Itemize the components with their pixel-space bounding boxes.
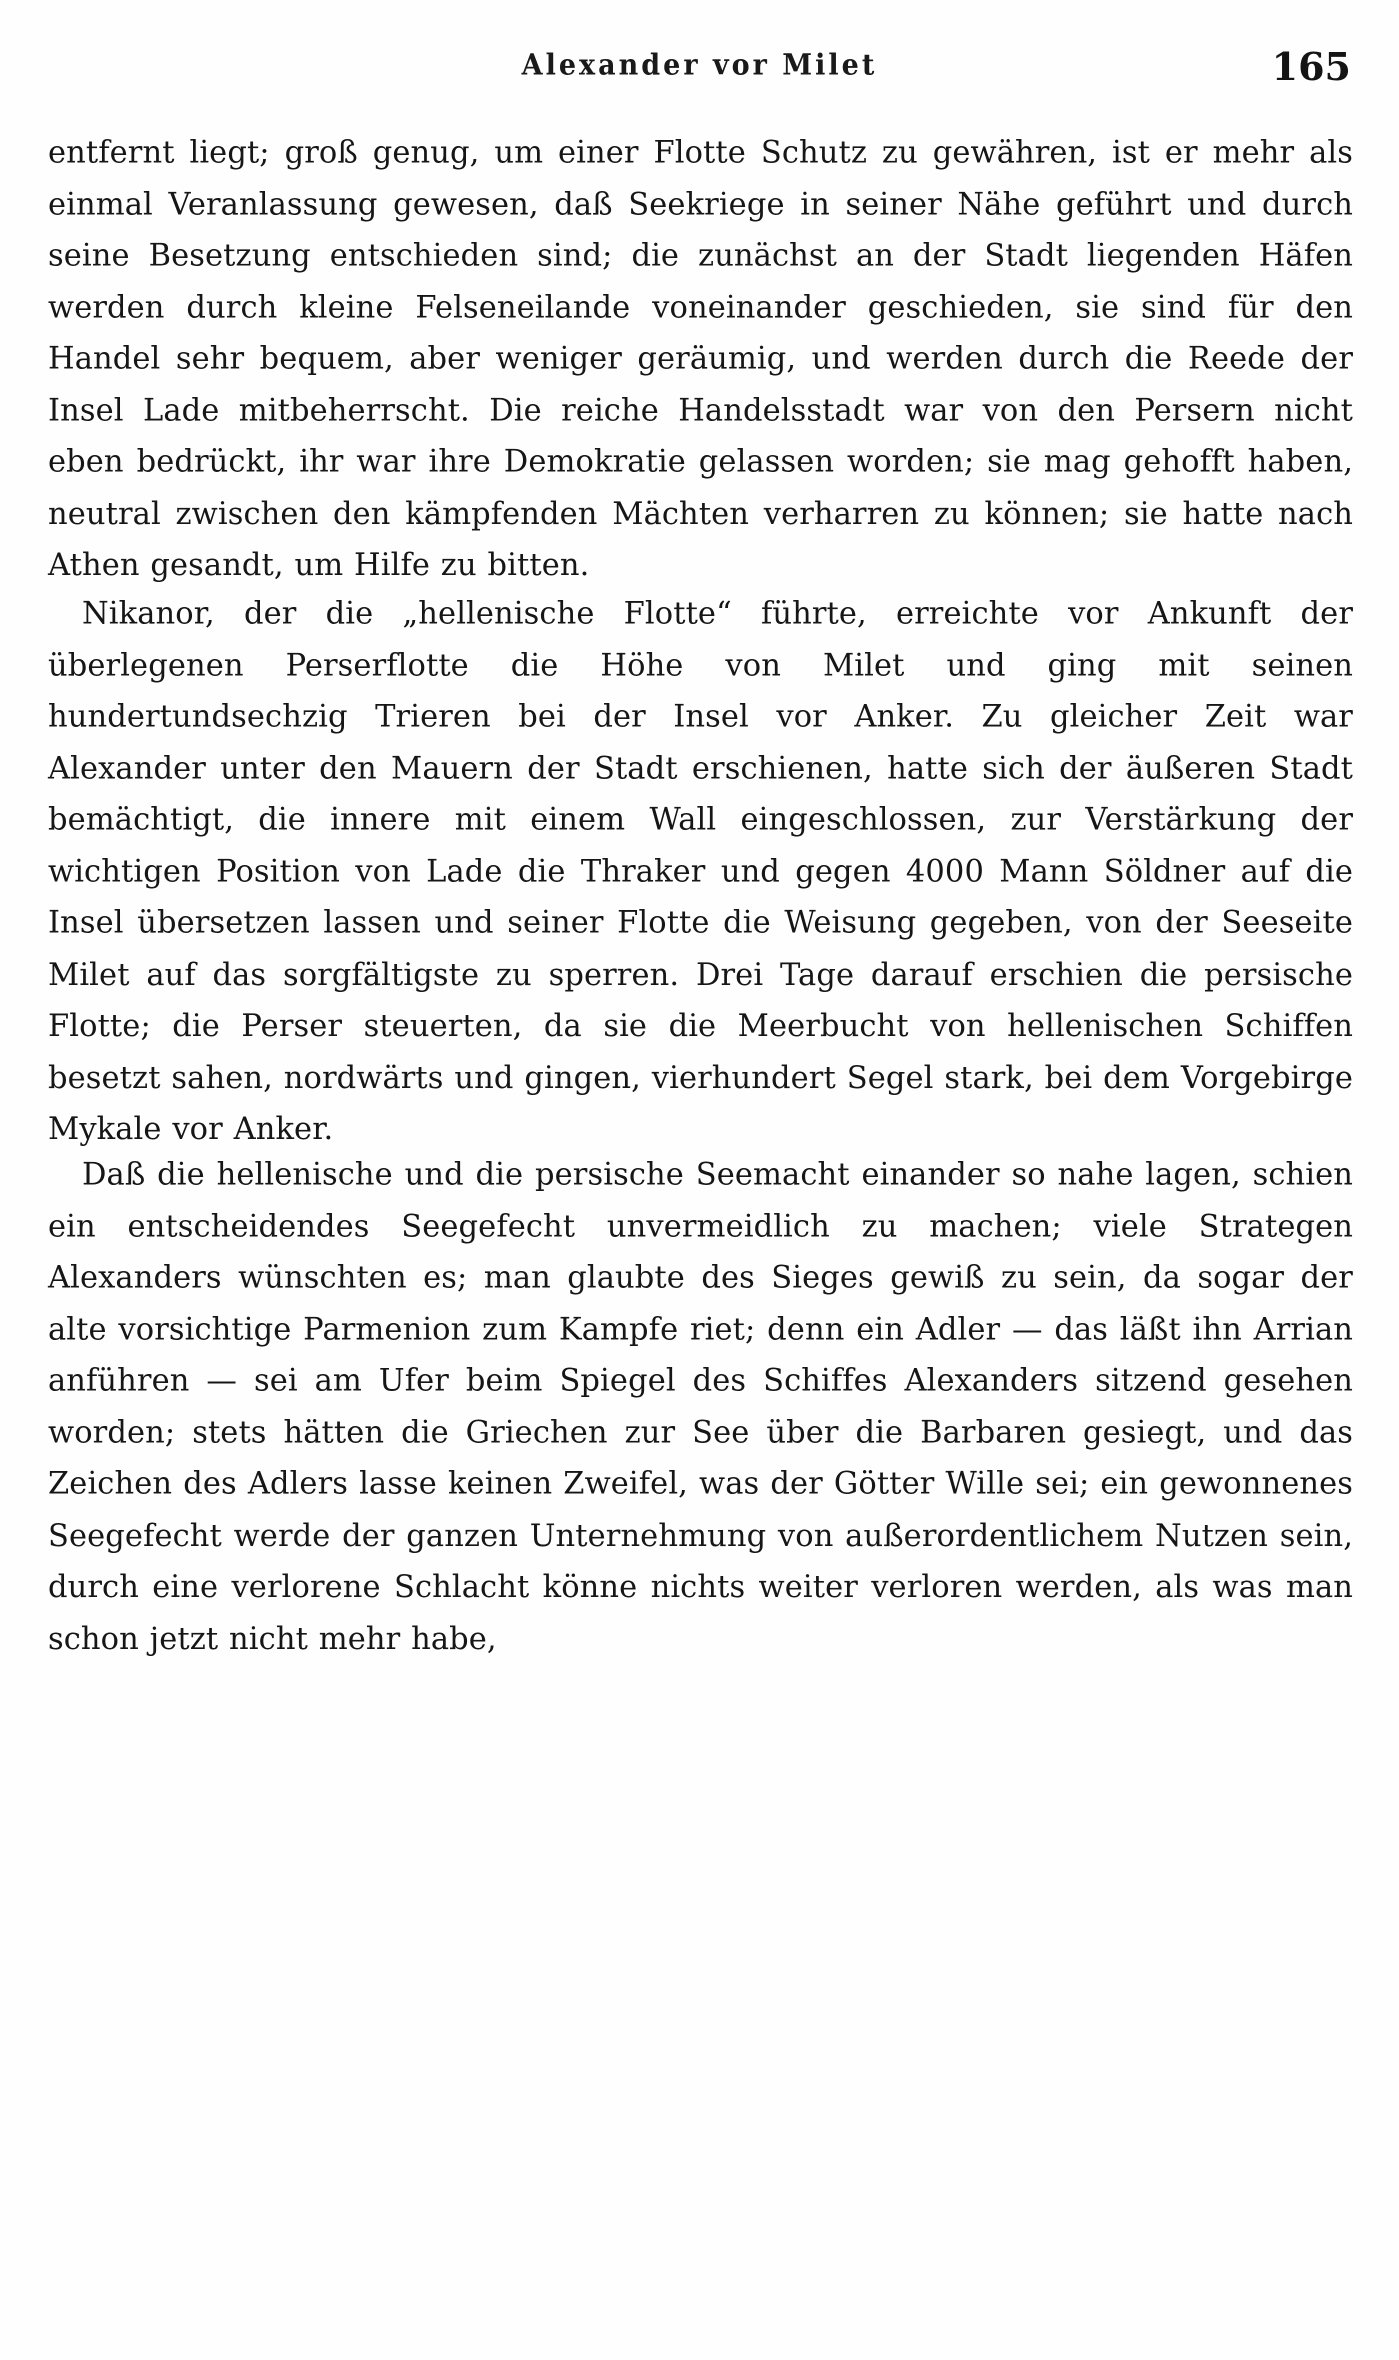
page-number: 165 [1271,44,1351,89]
running-head-title: Alexander vor Milet [521,49,878,82]
body-text [48,128,1353,1655]
page-header [0,30,1399,100]
paragraph: Nikanor, der die „hellenische Flotte“ führte, erreichte vor Ankunft der überlegenen Perserflotte die Höhe von Milet und ging mit seinen hundertundsechzig Trieren bei der Insel vor Anker. Zu gleicher Zeit war Alexander unter den Mauern der Stadt erschienen, hatte sich der äußeren Stadt bemächtigt, die innere mit einem Wall eingeschlossen, zur Verstärkung der wichtigen Position von Lade die Thraker und gegen 4000 Mann Söldner auf die Insel übersetzen lassen und seiner Flotte die Weisung gegeben, von der Seeseite Milet auf das sorgfältigste zu sperren. Drei Tage darauf erschien die persische Flotte; die Perser steuerten, da sie die Meerbucht von hellenischen Schiffen besetzt sahen, nordwärts und gingen, vierhundert Segel stark, bei dem Vorgebirge Mykale vor Anker. [48,595,1353,1147]
paragraph: entfernt liegt; groß genug, um einer Flotte Schutz zu gewähren, ist er mehr als einmal Veranlassung gewesen, daß Seekriege in seiner Nähe geführt und durch seine Besetzung entschieden sind; die zunächst an der Stadt liegenden Häfen werden durch kleine Felseneilande voneinander geschieden, sie sind für den Handel sehr bequem, aber weniger geräumig, und werden durch die Reede der Insel Lade mitbeherrscht. Die reiche Handelsstadt war von den Persern nicht eben bedrückt, ihr war ihre Demokratie gelassen worden; sie mag gehofft haben, neutral zwischen den kämpfenden Mächten verharren zu können; sie hatte nach Athen gesandt, um Hilfe zu bitten. [48,135,1353,583]
paragraph: Daß die hellenische und die persische Seemacht einander so nahe lagen, schien ein entscheidendes Seegefecht unvermeidlich zu machen; viele Strategen Alexanders wünschten es; man glaubte des Sieges gewiß zu sein, da sogar der alte vorsichtige Parmenion zum Kampfe riet; denn ein Adler — das läßt ihn Arrian anführen — sei am Ufer beim Spiegel des Schiffes Alexanders sitzend gesehen worden; stets hätten die Griechen zur See über die Barbaren gesiegt, und das Zeichen des Adlers lasse keinen Zweifel, was der Götter Wille sei; ein gewonnenes Seegefecht werde der ganzen Unternehmung von außerordentlichem Nutzen sein, durch eine verlorene Schlacht könne nichts weiter verloren werden, als was man schon jetzt nicht mehr habe, [48,1157,1353,1657]
